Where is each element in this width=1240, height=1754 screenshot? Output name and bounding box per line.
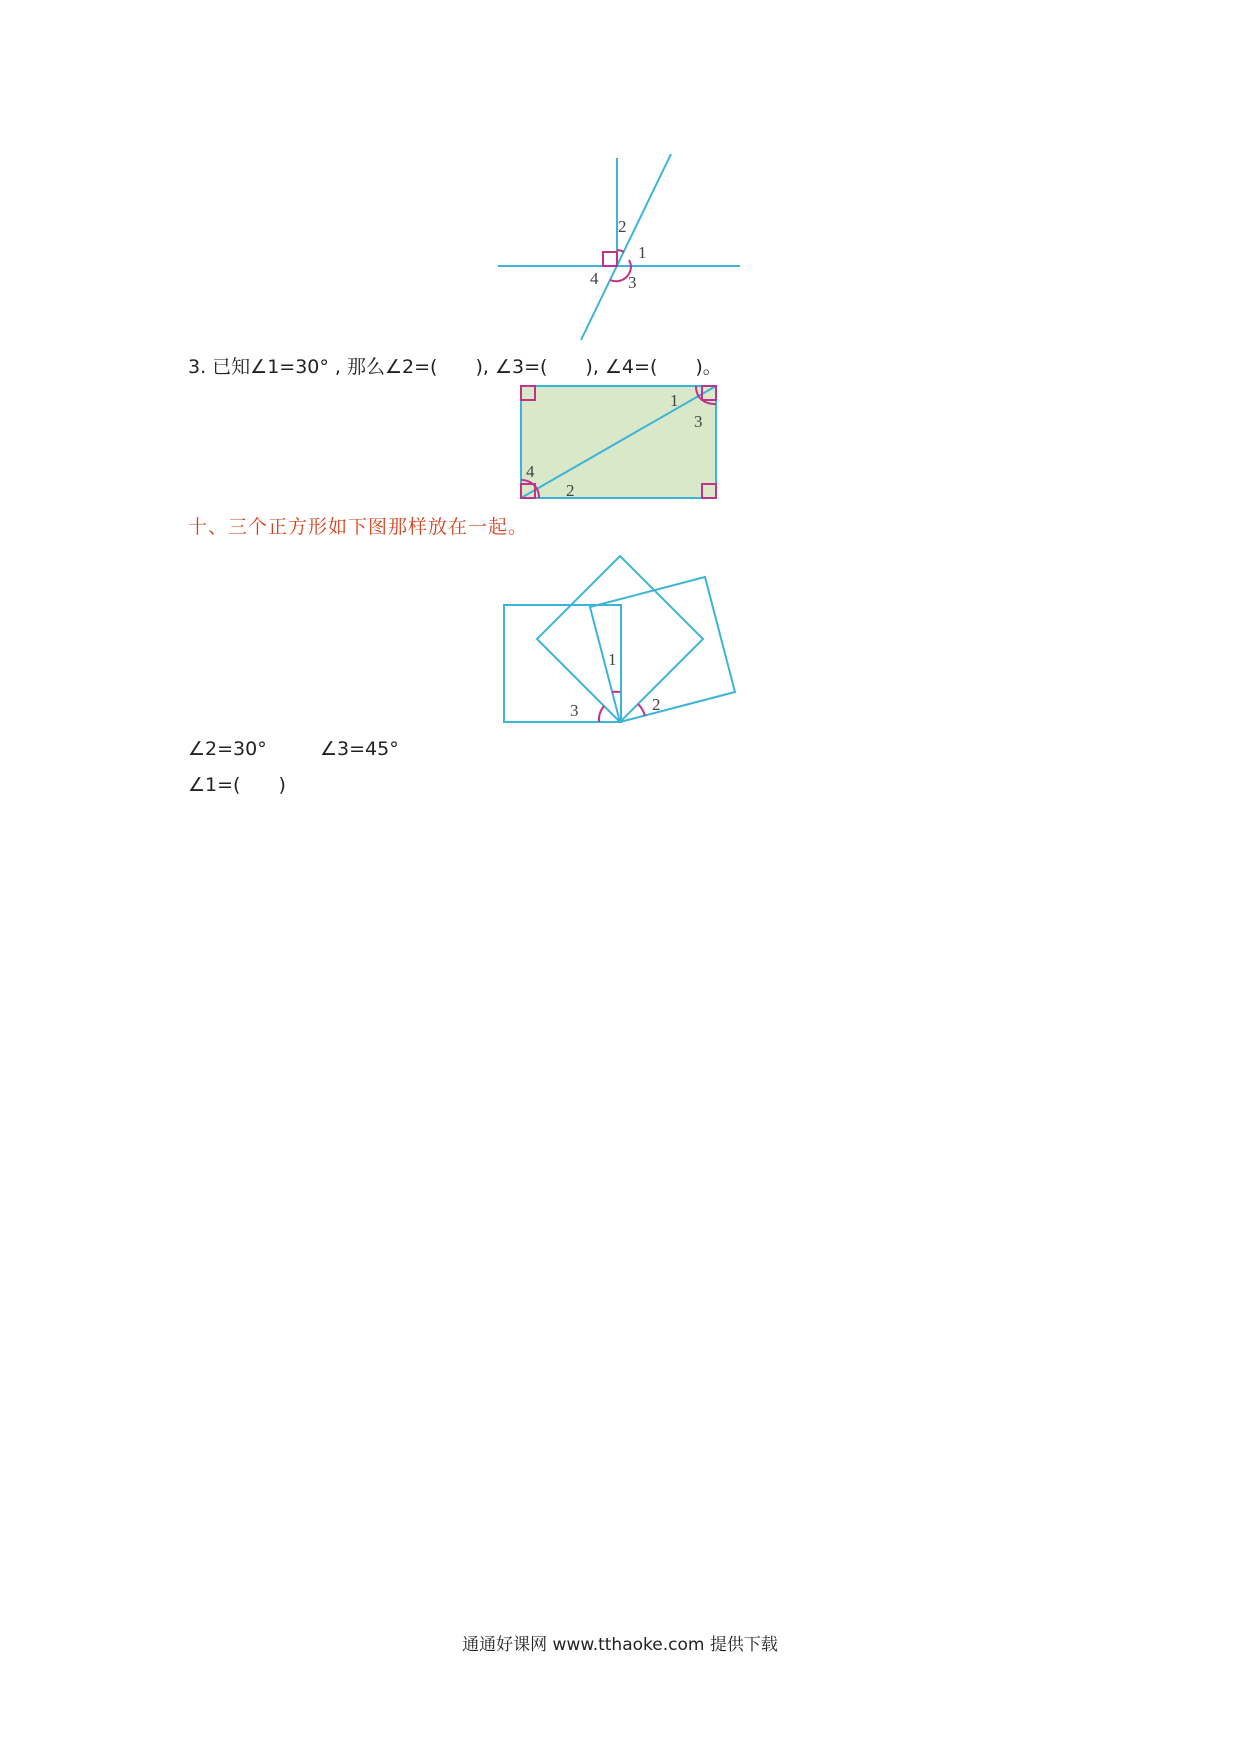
angle-arc-2: [638, 704, 645, 716]
figure-rectangle-diagonal: [515, 380, 730, 505]
answer-angle-1: ∠1=( ): [188, 774, 286, 796]
footer-credit: 通通好课网 www.tthaoke.com 提供下载: [462, 1635, 778, 1655]
right-angle-mark: [603, 252, 617, 266]
given-angle-2: ∠2=30°: [188, 738, 267, 760]
angle-label-1: 1: [608, 650, 617, 669]
angle-arc-2: [617, 250, 624, 252]
figure-three-squares: [500, 550, 745, 725]
question-3: 3. 已知∠1=30° , 那么∠2=( ), ∠3=( ), ∠4=( )。: [188, 356, 722, 378]
angle-label-3: 3: [694, 412, 703, 431]
angle-label-1: 1: [670, 391, 679, 410]
angle-label-4: 4: [526, 462, 535, 481]
section-10-heading: 十、三个正方形如下图那样放在一起。: [188, 516, 529, 538]
angle-label-2: 2: [566, 481, 575, 500]
angle-label-2: 2: [652, 695, 661, 714]
angle-label-4: 4: [590, 269, 599, 288]
angle-label-3: 3: [628, 273, 637, 292]
angle-label-1: 1: [638, 243, 647, 262]
angle-label-2: 2: [618, 217, 627, 236]
slanted-line: [581, 154, 671, 340]
angle-arc-3: [599, 706, 604, 722]
angle-label-3: 3: [570, 701, 579, 720]
given-angle-3: ∠3=45°: [320, 738, 399, 760]
figure-intersecting-lines: [490, 150, 750, 345]
